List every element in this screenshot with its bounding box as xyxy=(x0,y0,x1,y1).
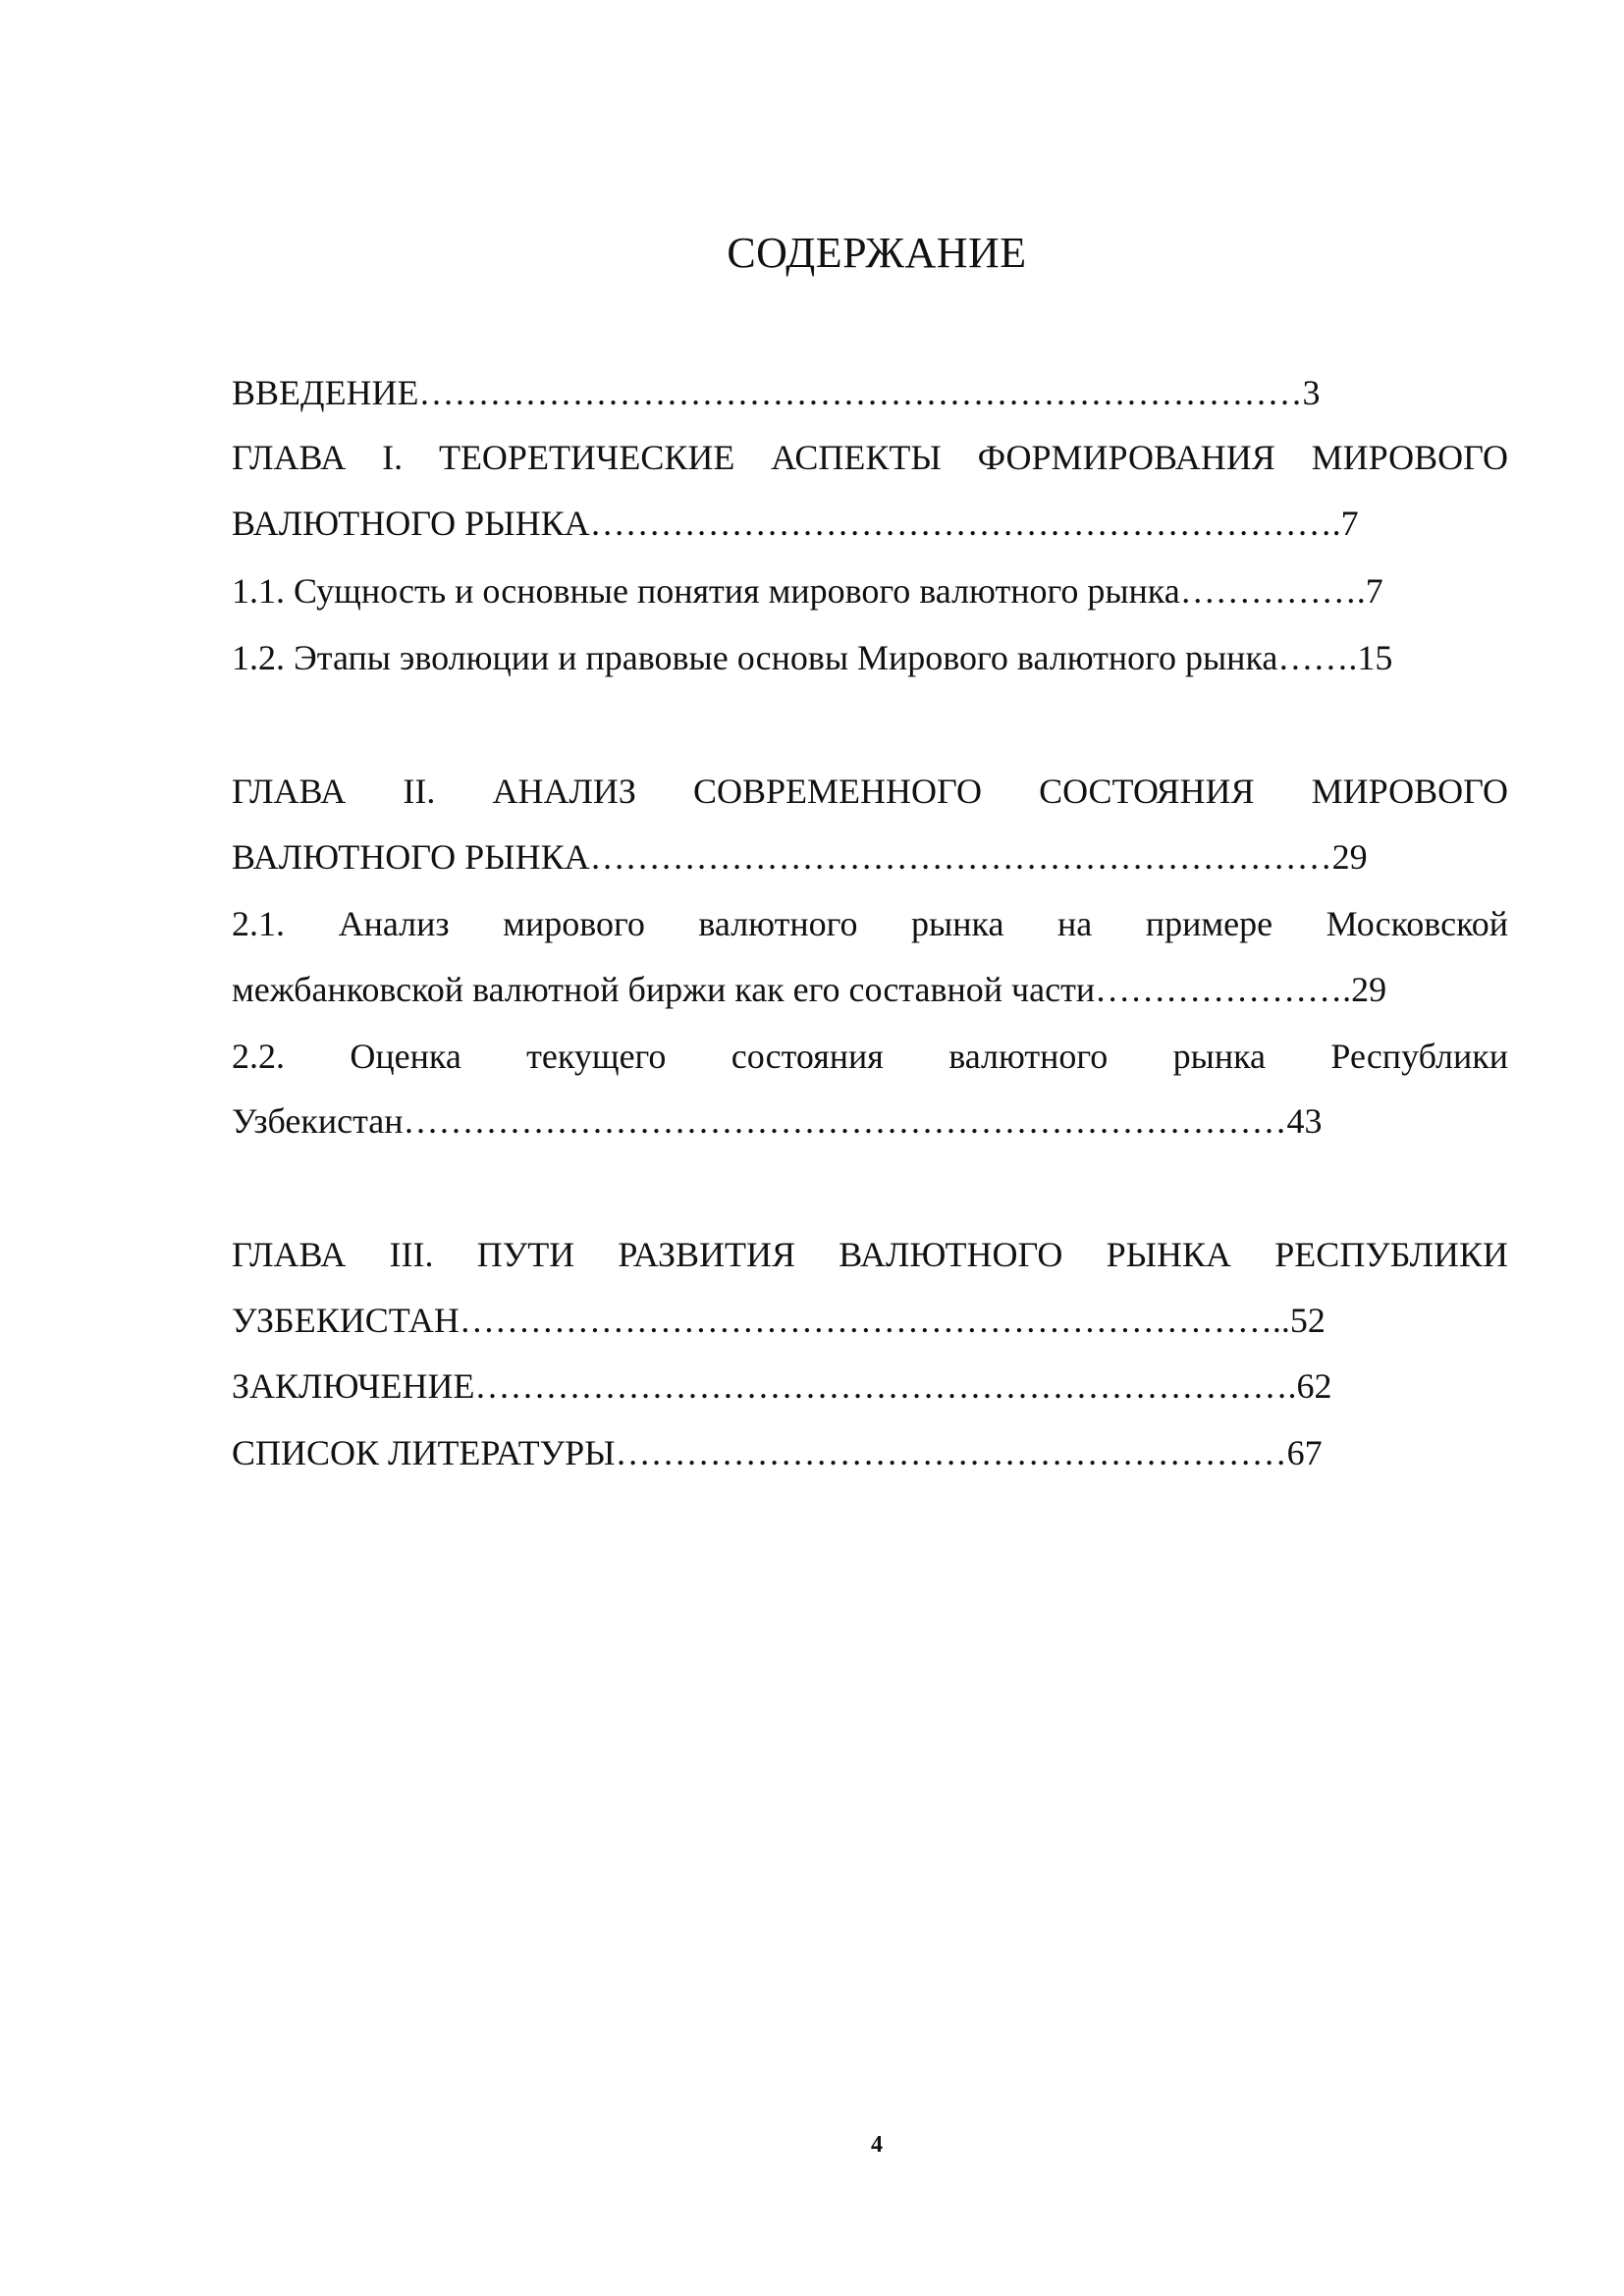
toc-entry-chapter-2-line-2: ВАЛЮТНОГО РЫНКА………………………………………………………29 xyxy=(232,837,1368,877)
toc-entry-references: СПИСОК ЛИТЕРАТУРЫ…………………………………………………67 xyxy=(232,1433,1323,1472)
toc-entry-section-2-2-line-1: 2.2. Оценка текущего состояния валютного рынка Республики xyxy=(232,1037,1508,1076)
page-title: СОДЕРЖАНИЕ xyxy=(727,229,1027,277)
toc-entry-section-1-2: 1.2. Этапы эволюции и правовые основы Мирового валютного рынка…….15 xyxy=(232,638,1393,677)
toc-entry-chapter-3-line-1: ГЛАВА III. ПУТИ РАЗВИТИЯ ВАЛЮТНОГО РЫНКА РЕСПУБЛИКИ xyxy=(232,1235,1508,1274)
toc-entry-section-2-2-line-2: Узбекистан…………………………………………………………………43 xyxy=(232,1101,1323,1141)
toc-entry-section-2-1-line-2: межбанковской валютной биржи как его составной части………………….29 xyxy=(232,970,1387,1009)
toc-entry-introduction: ВВЕДЕНИЕ…………………………………………………………………3 xyxy=(232,373,1321,412)
toc-entry-chapter-1-line-1: ГЛАВА I. ТЕОРЕТИЧЕСКИЕ АСПЕКТЫ ФОРМИРОВАНИЯ МИРОВОГО xyxy=(232,438,1508,477)
toc-entry-section-2-1-line-1: 2.1. Анализ мирового валютного рынка на примере Московской xyxy=(232,904,1508,943)
toc-entry-chapter-1-line-2: ВАЛЮТНОГО РЫНКА……………………………………………………….7 xyxy=(232,504,1359,543)
toc-entry-conclusion: ЗАКЛЮЧЕНИЕ…………………………………………………………….62 xyxy=(232,1366,1332,1406)
toc-entry-chapter-3-line-2: УЗБЕКИСТАН……………………………………………………………..52 xyxy=(232,1301,1326,1340)
page-number: 4 xyxy=(871,2132,883,2158)
toc-entry-chapter-2-line-1: ГЛАВА II. АНАЛИЗ СОВРЕМЕННОГО СОСТОЯНИЯ МИРОВОГО xyxy=(232,772,1508,811)
toc-entry-section-1-1: 1.1. Сущность и основные понятия мирового валютного рынка…………….7 xyxy=(232,571,1383,611)
